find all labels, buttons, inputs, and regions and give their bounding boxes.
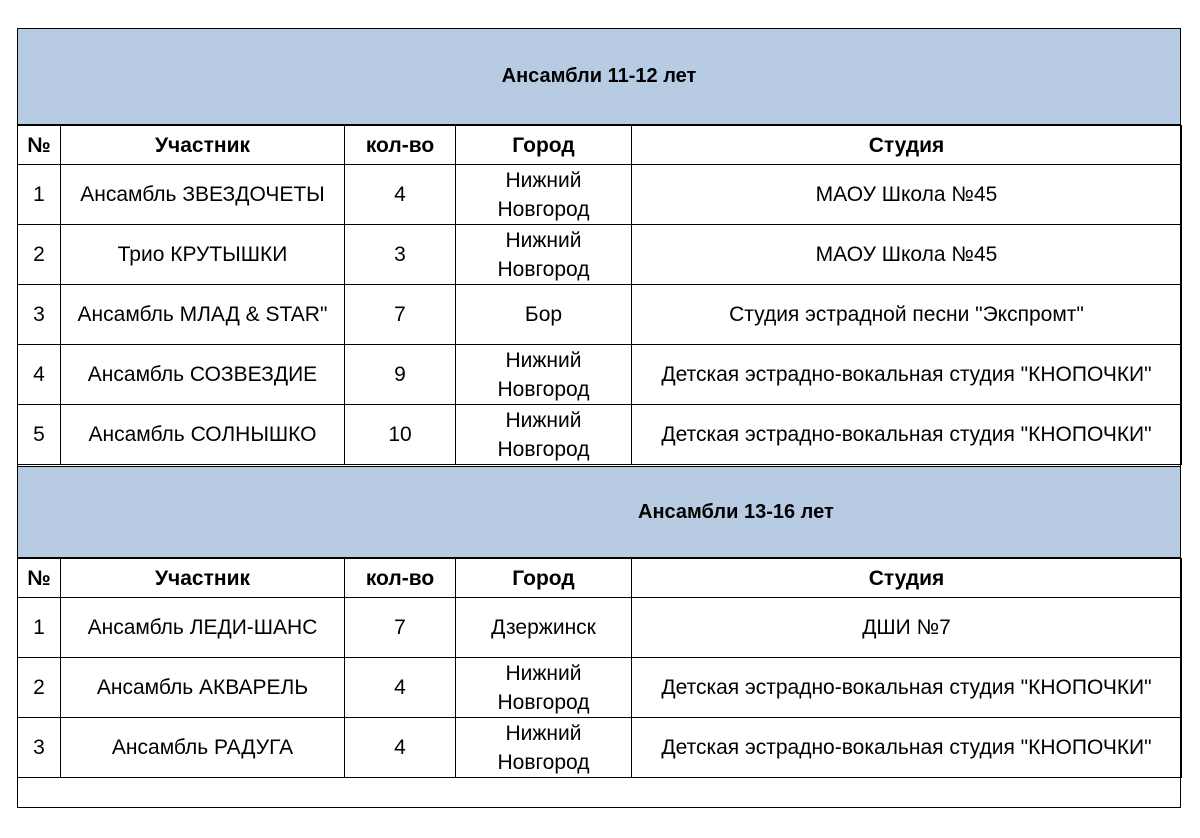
- table-header-row: [18, 126, 1182, 165]
- row-count: 7: [345, 598, 456, 658]
- table-row: [18, 345, 1182, 405]
- section-band-1: [17, 28, 1181, 125]
- row-studio: Студия эстрадной песни "Экспромт": [632, 285, 1182, 345]
- table-row: [18, 598, 1182, 658]
- row-city: Нижний Новгород: [456, 658, 632, 718]
- section-title-1: Ансамбли 11-12 лет: [501, 65, 697, 87]
- row-participant: Ансамбль РАДУГА: [61, 718, 345, 778]
- row-studio: Детская эстрадно-вокальная студия "КНОПОЧКИ": [632, 405, 1182, 465]
- row-city: Нижний Новгород: [456, 405, 632, 465]
- section-title-2: Ансамбли 13-16 лет: [638, 500, 834, 523]
- row-participant: Ансамбль ЗВЕЗДОЧЕТЫ: [61, 165, 345, 225]
- table-row: [18, 225, 1182, 285]
- row-studio: Детская эстрадно-вокальная студия "КНОПОЧКИ": [632, 658, 1182, 718]
- row-num: 2: [18, 658, 61, 718]
- row-studio: ДШИ №7: [632, 598, 1182, 658]
- row-num: 2: [18, 225, 61, 285]
- row-count: 3: [345, 225, 456, 285]
- header-participant: Участник: [61, 559, 345, 598]
- row-count: 10: [345, 405, 456, 465]
- table-row: [18, 405, 1182, 465]
- row-participant: Ансамбль СОЗВЕЗДИЕ: [61, 345, 345, 405]
- row-participant: Ансамбль ЛЕДИ-ШАНС: [61, 598, 345, 658]
- row-studio: МАОУ Школа №45: [632, 165, 1182, 225]
- header-studio: Студия: [632, 126, 1182, 165]
- row-num: 3: [18, 285, 61, 345]
- row-studio: МАОУ Школа №45: [632, 225, 1182, 285]
- row-city: Нижний Новгород: [456, 165, 632, 225]
- row-num: 3: [18, 718, 61, 778]
- row-count: 4: [345, 658, 456, 718]
- row-participant: Ансамбль МЛАД & STAR": [61, 285, 345, 345]
- table-header-row: [18, 559, 1182, 598]
- row-city: Бор: [456, 285, 632, 345]
- header-studio: Студия: [632, 559, 1182, 598]
- row-participant: Трио КРУТЫШКИ: [61, 225, 345, 285]
- row-participant: Ансамбль АКВАРЕЛЬ: [61, 658, 345, 718]
- row-count: 7: [345, 285, 456, 345]
- section-table-2: [17, 558, 1182, 778]
- row-count: 4: [345, 718, 456, 778]
- table-row: [18, 285, 1182, 345]
- header-num: №: [18, 126, 61, 165]
- row-city: Нижний Новгород: [456, 345, 632, 405]
- header-num: №: [18, 559, 61, 598]
- row-studio: Детская эстрадно-вокальная студия "КНОПОЧКИ": [632, 718, 1182, 778]
- table-row: [18, 718, 1182, 778]
- row-city: Нижний Новгород: [456, 718, 632, 778]
- header-city: Город: [456, 126, 632, 165]
- row-city: Нижний Новгород: [456, 225, 632, 285]
- row-num: 1: [18, 598, 61, 658]
- row-city: Дзержинск: [456, 598, 632, 658]
- header-participant: Участник: [61, 126, 345, 165]
- row-studio: Детская эстрадно-вокальная студия "КНОПОЧКИ": [632, 345, 1182, 405]
- row-count: 4: [345, 165, 456, 225]
- row-num: 1: [18, 165, 61, 225]
- header-count: кол-во: [345, 559, 456, 598]
- section-table-1: [17, 125, 1182, 465]
- header-city: Город: [456, 559, 632, 598]
- row-num: 5: [18, 405, 61, 465]
- table-row: [18, 165, 1182, 225]
- table-row: [18, 658, 1182, 718]
- header-count: кол-во: [345, 126, 456, 165]
- row-count: 9: [345, 345, 456, 405]
- row-num: 4: [18, 345, 61, 405]
- row-participant: Ансамбль СОЛНЫШКО: [61, 405, 345, 465]
- section-band-2: [17, 466, 1181, 558]
